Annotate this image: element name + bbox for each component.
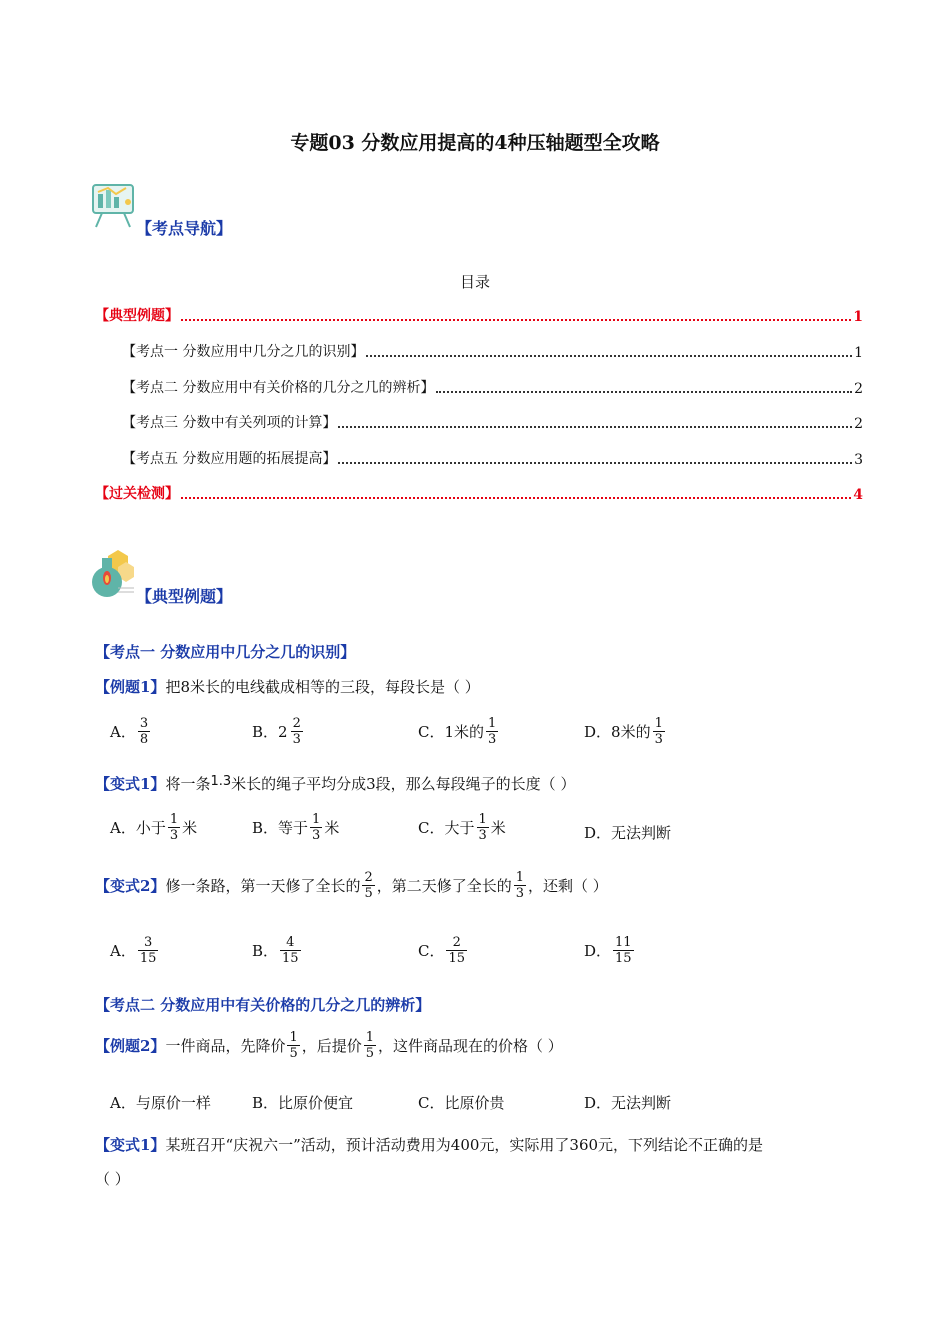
kp2-heading: 【考点二 分数应用中有关价格的几分之几的辨析】 [95,996,431,1014]
toc-leader [338,462,852,464]
denominator: 15 [282,951,299,966]
toc-row-examples[interactable] [95,305,863,325]
examples-heading: 【典型例题】 [136,587,233,606]
example1-option-b[interactable] [252,716,305,747]
example2-option-b[interactable] [252,1092,353,1113]
toc-row-kp3[interactable] [122,412,863,432]
fraction [477,812,489,843]
teaching-board-icon [90,180,138,230]
page-title: 专题03 分数应用提高的4种压轴题型全攻略 [290,132,660,154]
option-letter: B． [252,942,279,960]
toc-page: 1 [854,345,863,361]
option-text: 无法判断 [611,824,672,842]
option-text: 大于 [444,819,475,837]
toc-leader [436,391,852,393]
fraction [514,870,526,901]
option-unit: 米 [490,819,506,837]
option-letter: B． [252,1094,279,1112]
numerator: 1 [169,812,179,827]
numerator: 2 [364,870,373,885]
answer-blank: （ ） [95,1170,130,1188]
example2-option-d[interactable] [584,1092,671,1113]
question-text: 某班召开“庆祝六一”活动，预计活动费用为400元，实际用了360元，下列结论不正确的是 [165,1136,764,1154]
denominator: 15 [615,951,632,966]
variant-tag: 【变式2】 [95,877,166,895]
numerator: 2 [292,716,301,731]
option-letter: B． [252,723,279,741]
fraction [364,1030,376,1061]
toc-page: 4 [853,487,863,503]
variant1-option-a[interactable] [110,812,197,843]
option-text: 无法判断 [611,1094,672,1112]
fraction [280,935,301,966]
example2-option-a[interactable] [110,1092,211,1113]
question-text: 一件商品，先降价 [165,1037,286,1055]
example1-option-d[interactable] [584,716,667,747]
whole-part: 2 [278,722,288,741]
question-text: ，这件商品现在的价格（ ） [378,1037,563,1055]
numerator: 1 [365,1030,375,1045]
toc-leader [366,355,852,357]
numerator: 1 [515,870,525,885]
example1-question [95,676,480,697]
option-unit: 米 [182,819,198,837]
option-letter: D． [584,824,612,842]
denominator: 3 [478,828,487,843]
toc-row-test[interactable] [95,483,863,503]
example-tag: 【例题2】 [95,1037,166,1055]
variant-tag: 【变式1】 [95,775,166,793]
numerator: 1 [312,812,321,827]
example-tag: 【例题1】 [95,678,166,696]
toc-page: 2 [854,416,863,432]
fraction [613,935,634,966]
example2-question [95,1030,563,1061]
numerator: 1 [478,812,487,827]
question-text: ，还剩（ ） [528,877,608,895]
variant1-option-b[interactable] [252,812,339,843]
variant2-option-b[interactable] [252,935,303,966]
option-letter: A． [110,1094,136,1112]
option-unit: 米 [324,819,340,837]
fraction [486,716,498,747]
option-letter: A． [110,819,136,837]
toc-row-kp5[interactable] [122,448,863,468]
fraction [310,812,322,843]
option-letter: A． [110,723,136,741]
toc-label: 【典型例题】 [95,308,179,324]
toc-page: 2 [854,381,863,397]
variant-tag: 【变式1】 [95,1136,166,1154]
fraction [291,716,303,747]
toc-page: 1 [853,309,863,325]
toc-page: 3 [854,452,863,468]
fraction [138,935,159,966]
denominator: 15 [448,951,466,966]
denominator: 8 [139,732,149,747]
numerator: 2 [452,935,461,950]
denominator: 3 [488,732,497,747]
denominator: 15 [139,951,157,966]
fraction [362,870,374,901]
option-text: 1米的 [444,723,485,741]
numerator: 1 [289,1030,298,1045]
flask-icon [88,548,138,600]
numerator: 1 [488,716,497,731]
question-text: 修一条路，第一天修了全长的 [165,877,361,895]
option-text: 比原价贵 [444,1094,505,1112]
toc-leader [338,426,852,428]
variant1-option-c[interactable] [418,812,506,843]
nav-heading: 【考点导航】 [136,219,233,238]
denominator: 5 [289,1046,298,1061]
option-letter: A． [110,942,136,960]
length-value: 1.3 [210,774,232,789]
mixed-number [278,716,305,747]
variant2-option-d[interactable] [584,935,636,966]
option-text: 小于 [135,819,166,837]
variant1-question [95,773,575,794]
question-text: 把8米长的电线截成相等的三段，每段长是（ ） [165,678,480,696]
variant2-option-c[interactable] [418,935,469,966]
option-letter: C． [418,819,445,837]
fraction [287,1030,299,1061]
toc-row-kp2[interactable] [122,377,863,397]
option-letter: D． [584,1094,612,1112]
toc-label: 【过关检测】 [95,486,179,502]
numerator: 1 [654,716,663,731]
denominator: 5 [365,1046,375,1061]
example1-option-a[interactable] [110,716,152,747]
question-text: 米长的绳子平均分成3段，那么每段绳子的长度（ ） [231,775,576,793]
option-text: 8米的 [611,723,651,741]
option-letter: C． [418,942,445,960]
variant2-option-a[interactable] [110,935,160,966]
numerator: 11 [615,935,632,950]
option-letter: D． [584,942,612,960]
toc-leader [181,497,851,499]
option-letter: B． [252,819,279,837]
variant2-question [95,870,608,901]
example2-option-c[interactable] [418,1092,505,1113]
toc-leader [181,319,851,321]
toc-label: 【考点三 分数中有关列项的计算】 [122,415,337,431]
toc-title: 目录 [459,273,490,291]
question-text: ，后提价 [301,1037,362,1055]
option-text: 与原价一样 [135,1094,211,1112]
numerator: 3 [139,716,149,731]
denominator: 5 [364,886,373,901]
option-letter: C． [418,723,445,741]
denominator: 3 [312,828,321,843]
fraction [653,716,665,747]
option-text: 等于 [278,819,309,837]
fraction [168,812,180,843]
denominator: 3 [654,732,663,747]
fraction [446,935,467,966]
denominator: 3 [515,886,525,901]
numerator: 3 [143,935,153,950]
toc-label: 【考点五 分数应用题的拓展提高】 [122,451,337,467]
denominator: 3 [292,732,301,747]
variant1-option-d[interactable] [584,822,671,843]
example1-option-c[interactable] [418,716,500,747]
option-letter: C． [418,1094,445,1112]
toc-label: 【考点一 分数应用中几分之几的识别】 [122,344,365,360]
kp1-heading: 【考点一 分数应用中几分之几的识别】 [95,643,356,661]
option-text: 比原价便宜 [278,1094,354,1112]
kp2-variant1-question [95,1128,875,1196]
denominator: 3 [169,828,179,843]
question-text: ，第二天修了全长的 [376,877,512,895]
numerator: 4 [286,935,295,950]
fraction [138,716,150,747]
toc-label: 【考点二 分数应用中有关价格的几分之几的辨析】 [122,380,435,396]
option-letter: D． [584,723,612,741]
question-text: 将一条 [165,775,211,793]
toc-row-kp1[interactable] [122,341,863,361]
